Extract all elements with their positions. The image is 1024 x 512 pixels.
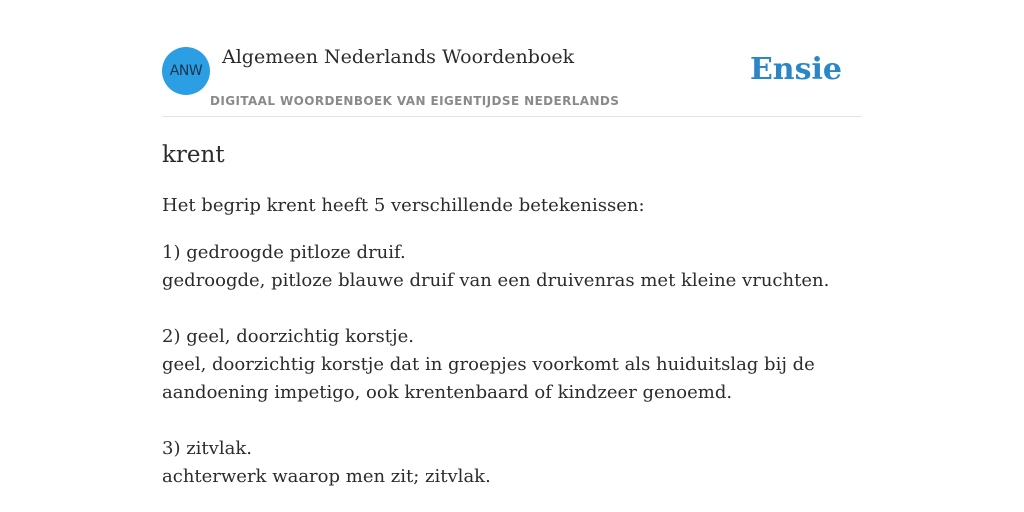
definition-item — [162, 435, 862, 491]
ensie-brand-link[interactable]: Ensie — [749, 52, 842, 87]
definition-text: achterwerk waarop men zit; zitvlak. — [162, 466, 491, 487]
definition-text: gedroogde, pitloze blauwe druif van een druivenras met kleine vruchten. — [162, 270, 830, 291]
definition-heading: 2) geel, doorzichtig korstje. — [162, 326, 414, 347]
definition-heading: 1) gedroogde pitloze druif. — [162, 242, 406, 263]
definition-heading: 3) zitvlak. — [162, 438, 252, 459]
definition-item — [162, 239, 862, 295]
entry-intro: Het begrip krent heeft 5 verschillende betekenissen: — [162, 195, 645, 216]
site-subtitle: DIGITAAL WOORDENBOEK VAN EIGENTIJDSE NEDERLANDS — [210, 94, 620, 108]
definition-text: geel, doorzichtig korstje dat in groepjes voorkomt als huiduitslag bij de aandoening impetigo, ook krentenbaard of kindzeer genoemd. — [162, 354, 815, 403]
site-title: Algemeen Nederlands Woordenboek — [222, 46, 575, 68]
anw-logo[interactable]: ANW — [162, 47, 210, 95]
definition-list — [162, 239, 862, 491]
entry-content — [162, 140, 862, 512]
definition-item — [162, 323, 862, 407]
entry-word: krent — [162, 142, 225, 168]
site-header — [162, 0, 862, 117]
